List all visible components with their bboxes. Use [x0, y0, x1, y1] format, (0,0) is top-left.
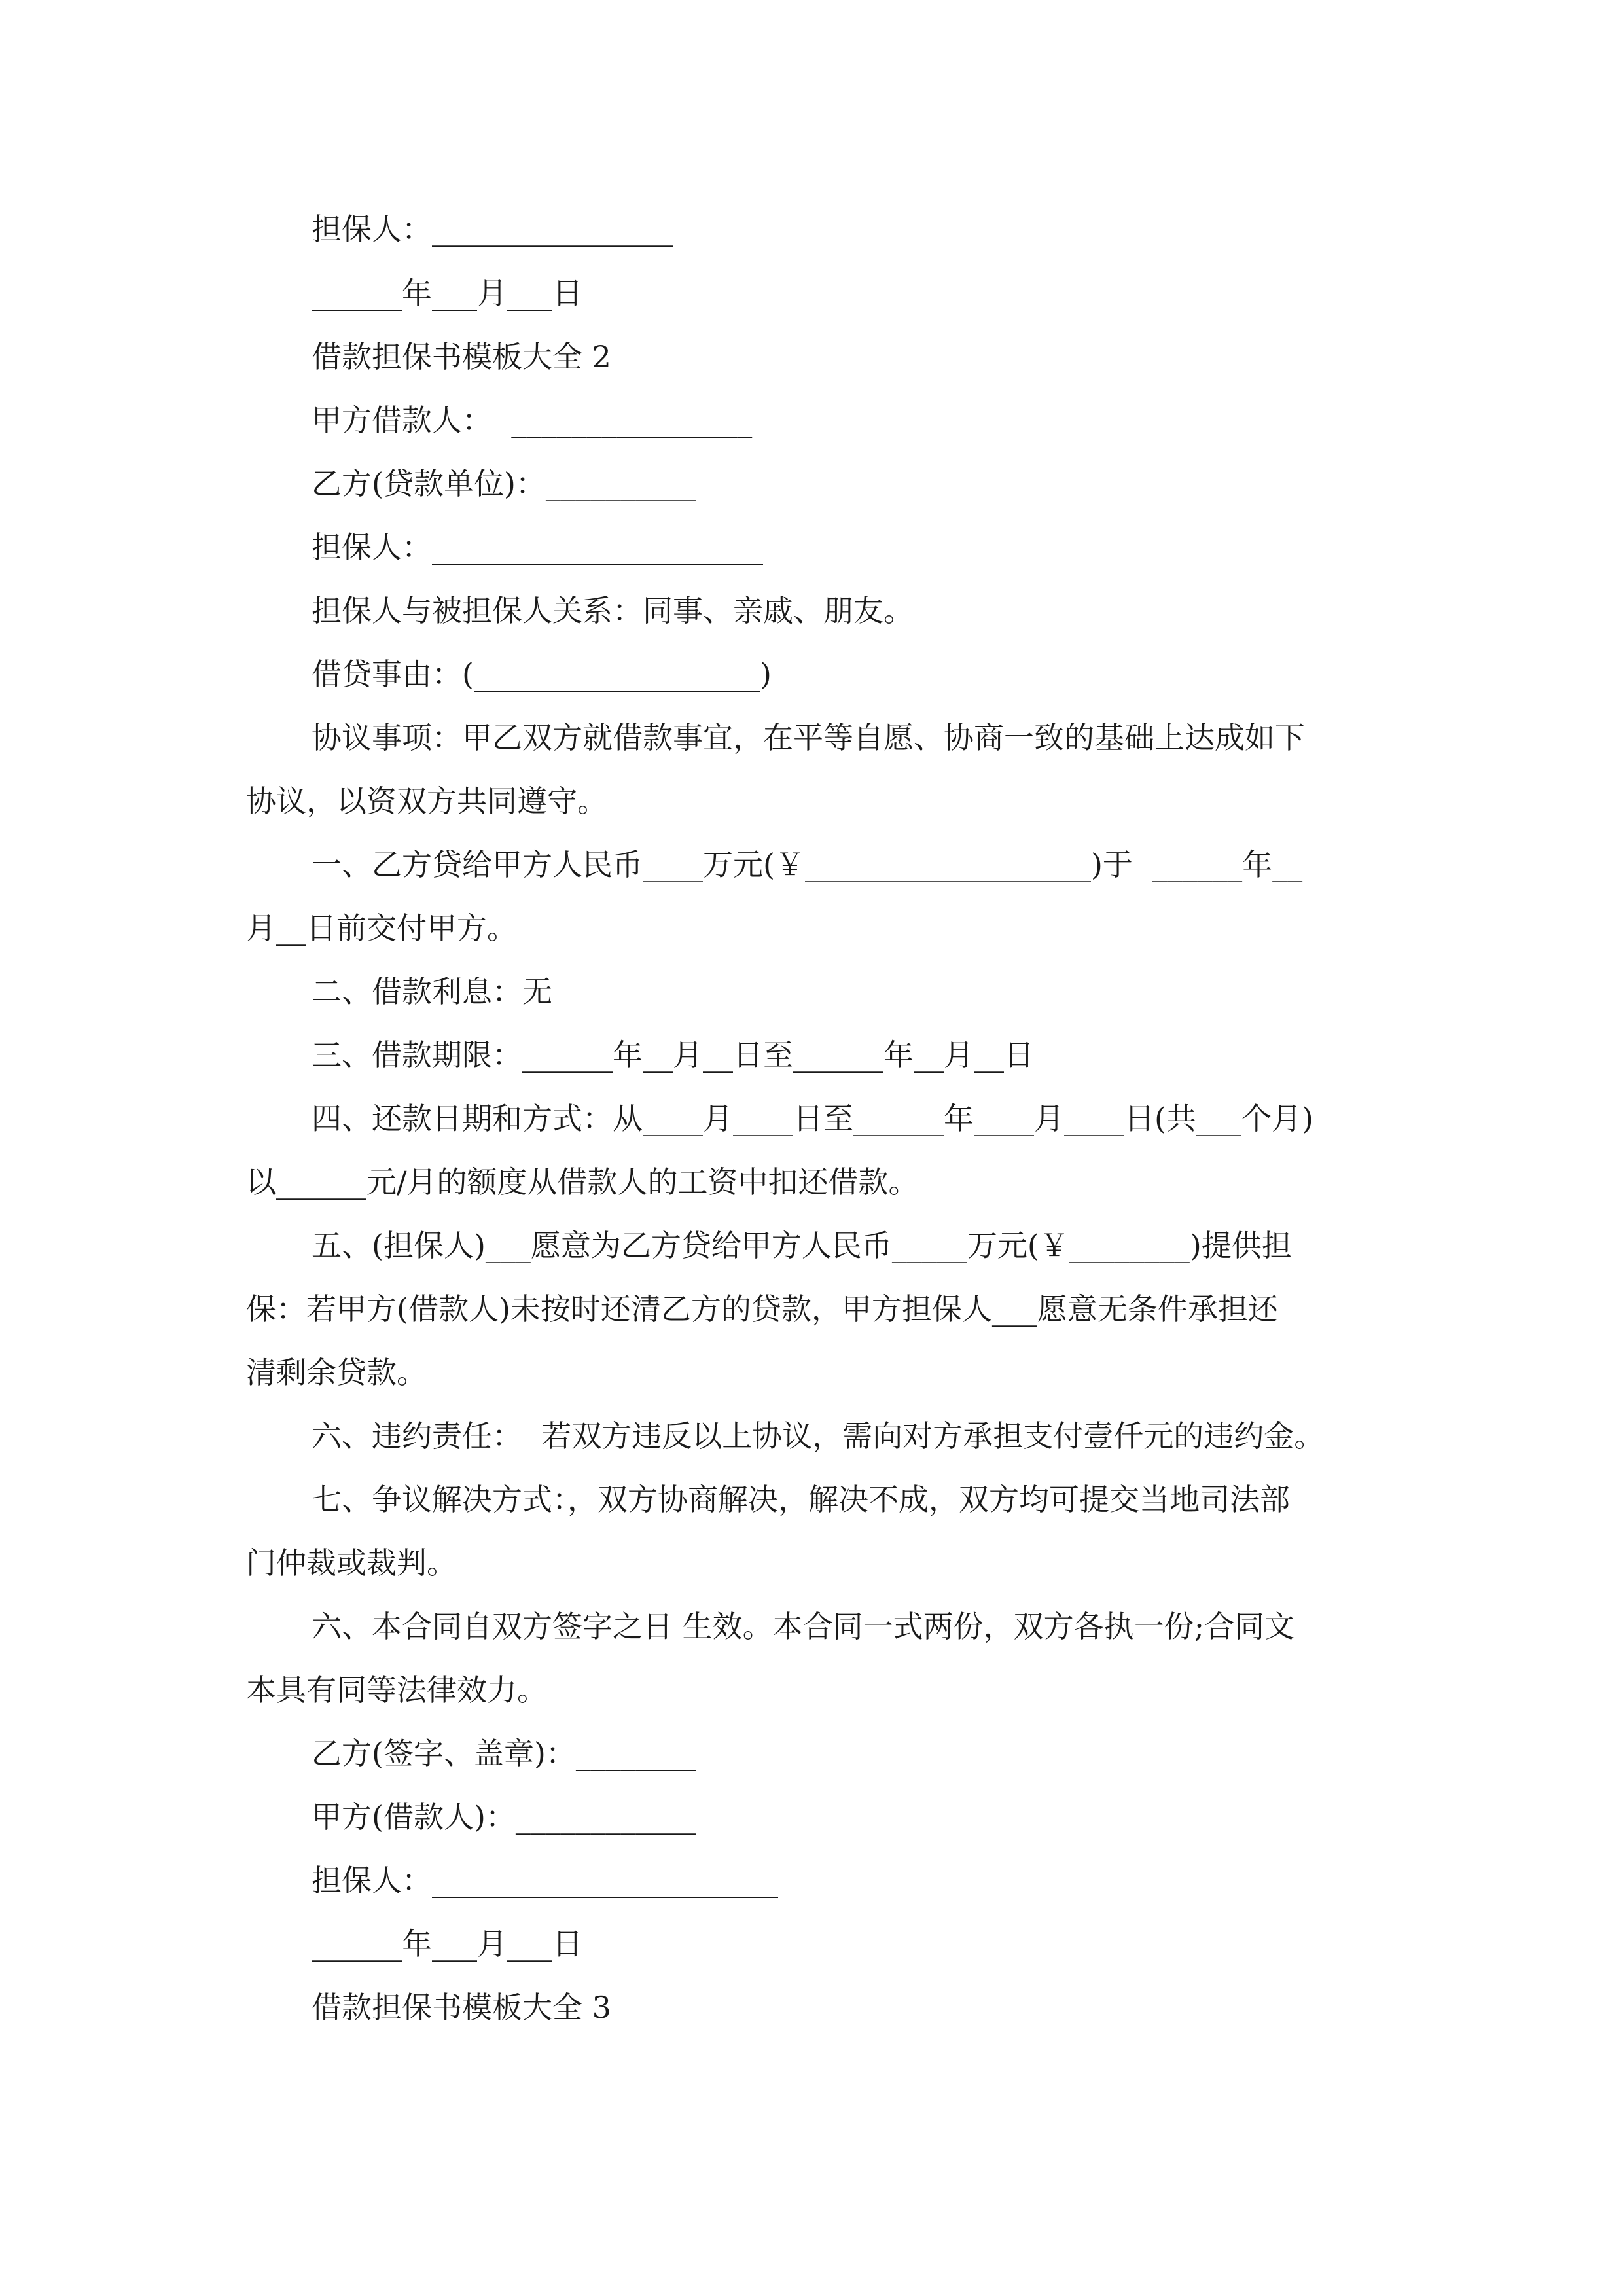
date-line: ______年___月___日	[312, 276, 582, 311]
clause-4: 四、还款日期和方式：从____月____日至______年____月____日(共___个月)	[312, 1101, 1313, 1136]
party-b-lender-line: 乙方(贷款单位)：__________	[312, 466, 696, 501]
clause-5: 保：若甲方(借款人)未按时还清乙方的贷款，甲方担保人___愿意无条件承担还	[246, 1291, 1278, 1327]
clause-3: 三、借款期限：______年__月__日至______年__月__日	[312, 1037, 1034, 1073]
clause-5: 五、(担保人)___愿意为乙方贷给甲方人民币_____万元(￥________)提供担	[312, 1228, 1292, 1263]
guarantor-line: 担保人：________________	[312, 211, 673, 247]
party-a-borrower-line: 甲方借款人： ________________	[312, 403, 753, 438]
signature-party-a: 甲方(借款人)：____________	[312, 1799, 696, 1835]
clause-7-dispute: 七、争议解决方式：，双方协商解决，解决不成，双方均可提交当地司法部	[312, 1482, 1290, 1517]
loan-reason-line: 借贷事由：(___________________)	[312, 656, 772, 692]
clause-4: 以______元/月的额度从借款人的工资中扣还借款。	[246, 1164, 919, 1200]
section-title-3: 借款担保书模板大全 3	[312, 1990, 611, 2025]
relationship-line: 担保人与被担保人关系：同事、亲戚、朋友。	[312, 593, 914, 628]
clause-6-liability: 六、违约责任： 若双方违反以上协议，需向对方承担支付壹仟元的违约金。	[312, 1418, 1325, 1454]
clause-7-dispute: 门仲裁或裁判。	[246, 1545, 457, 1581]
signature-party-b: 乙方(签字、盖章)：________	[312, 1736, 696, 1771]
clause-6-effect: 六、本合同自双方签字之日 生效。本合同一式两份，双方各执一份;合同文	[312, 1609, 1295, 1644]
guarantor-line: 担保人：______________________	[312, 529, 763, 565]
clause-2: 二、借款利息：无	[312, 974, 552, 1009]
agreement-paragraph: 协议，以资双方共同遵守。	[246, 783, 607, 819]
section-title-2: 借款担保书模板大全 2	[312, 339, 611, 374]
clause-1: 月__日前交付甲方。	[246, 910, 517, 946]
signature-guarantor: 担保人：_______________________	[312, 1863, 778, 1898]
agreement-paragraph: 协议事项：甲乙双方就借款事宜，在平等自愿、协商一致的基础上达成如下	[312, 720, 1305, 755]
date-line: ______年___月___日	[312, 1926, 582, 1962]
clause-5: 清剩余贷款。	[246, 1355, 427, 1390]
clause-1: 一、乙方贷给甲方人民币____万元(￥___________________)于 ______年__	[312, 847, 1303, 882]
clause-6-effect: 本具有同等法律效力。	[246, 1672, 547, 1708]
